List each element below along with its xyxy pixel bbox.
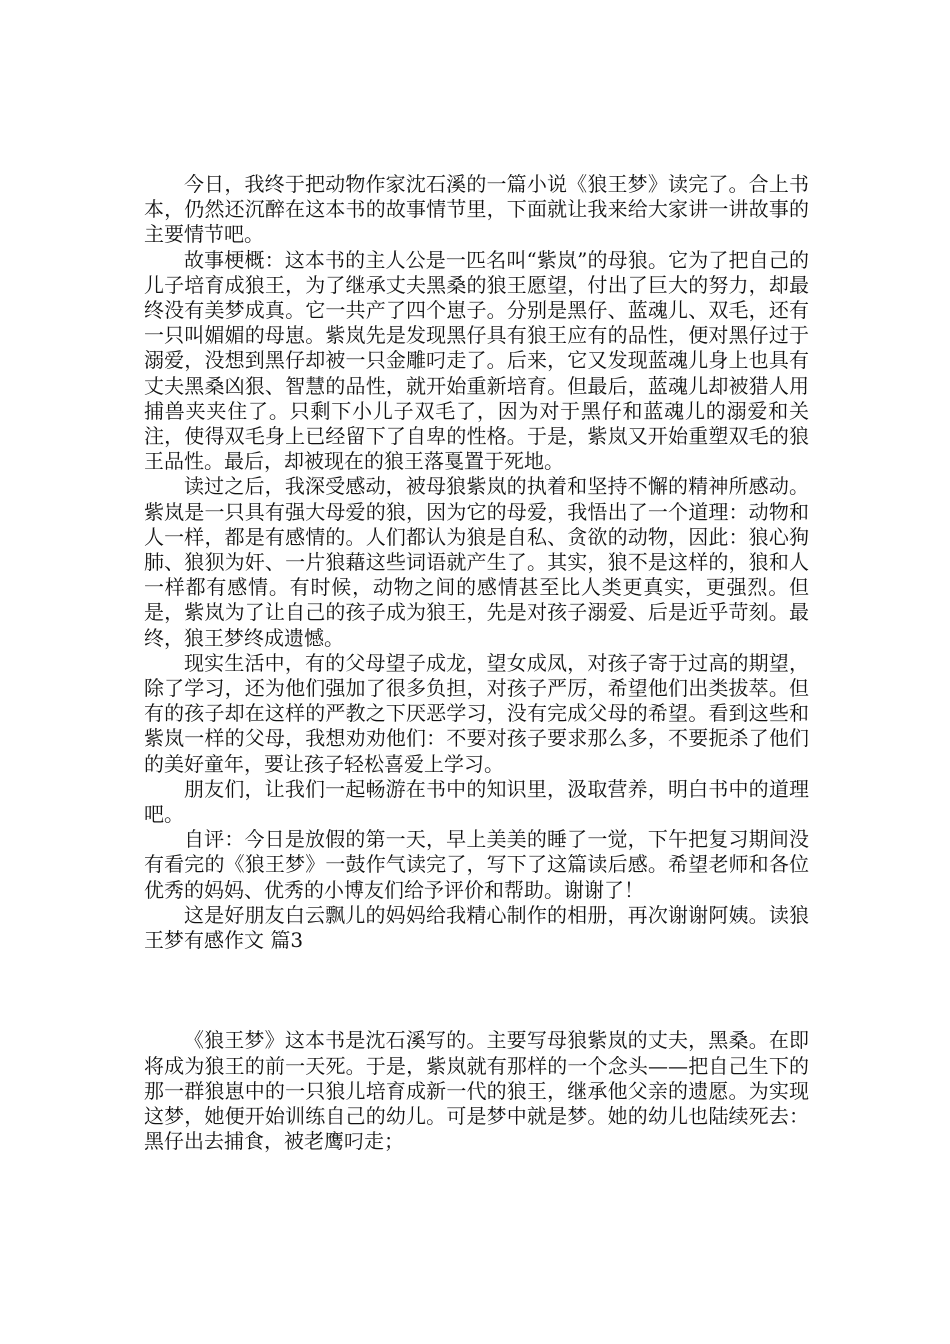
paragraph-essay-3-opening: 《狼王梦》这本书是沈石溪写的。主要写母狼紫岚的丈夫，黑桑。在即将成为狼王的前一天死。于是，紫岚就有那样的一个念头——把自己生下的那一群狼崽中的一只狼儿培育成新一代的狼王，继承他父亲的遗愿。为实现这梦，她便开始训练自己的幼儿。可是梦中就是梦。她的幼儿也陆续死去：黑仔出去捕食，被老鹰叼走； (144, 1028, 809, 1154)
paragraph-reflection: 读过之后，我深受感动，被母狼紫岚的执着和坚持不懈的精神所感动。紫岚是一只具有强大母爱的狼，因为它的母爱，我悟出了一个道理：动物和人一样，都是有感情的。人们都认为狼是自私、贪欲的动物，因此：狼心狗肺、狼狈为奸、一片狼藉这些词语就产生了。其实，狼不是这样的，狼和人一样都有感情。有时候，动物之间的感情甚至比人类更真实，更强烈。但是，紫岚为了让自己的孩子成为狼王，先是对孩子溺爱、后是近乎苛刻。最终，狼王梦终成遗憾。 (144, 474, 809, 650)
paragraph-friends: 朋友们，让我们一起畅游在书中的知识里，汲取营养，明白书中的道理吧。 (144, 776, 809, 827)
section-gap (144, 953, 809, 1028)
paragraph-album-thanks: 这是好朋友白云飘儿的妈妈给我精心制作的相册，再次谢谢阿姨。读狼王梦有感作文 篇3 (144, 902, 809, 953)
paragraph-self-review: 自评：今日是放假的第一天，早上美美的睡了一觉，下午把复习期间没有看完的《狼王梦》一鼓作气读完了，写下了这篇读后感。希望老师和各位优秀的妈妈、优秀的小博友们给予评价和帮助。谢谢了！ (144, 827, 809, 902)
document-page (144, 172, 809, 1154)
paragraph-real-life: 现实生活中，有的父母望子成龙，望女成凤，对孩子寄于过高的期望，除了学习，还为他们强加了很多负担，对孩子严厉，希望他们出类拔萃。但有的孩子却在这样的严教之下厌恶学习，没有完成父母的希望。看到这些和紫岚一样的父母，我想劝劝他们：不要对孩子要求那么多，不要扼杀了他们的美好童年，要让孩子轻松喜爱上学习。 (144, 650, 809, 776)
paragraph-intro: 今日，我终于把动物作家沈石溪的一篇小说《狼王梦》读完了。合上书本，仍然还沉醉在这本书的故事情节里，下面就让我来给大家讲一讲故事的主要情节吧。 (144, 172, 809, 247)
paragraph-synopsis: 故事梗概：这本书的主人公是一匹名叫“紫岚”的母狼。它为了把自己的儿子培育成狼王，为了继承丈夫黑桑的狼王愿望，付出了巨大的努力，却最终没有美梦成真。它一共产了四个崽子。分别是黑仔、蓝魂儿、双毛，还有一只叫媚媚的母崽。紫岚先是发现黑仔具有狼王应有的品性，便对黑仔过于溺爱，没想到黑仔却被一只金雕叼走了。后来，它又发现蓝魂儿身上也具有丈夫黑桑凶狠、智慧的品性，就开始重新培育。但最后，蓝魂儿却被猎人用捕兽夹夹住了。只剩下小儿子双毛了，因为对于黑仔和蓝魂儿的溺爱和关注，使得双毛身上已经留下了自卑的性格。于是，紫岚又开始重塑双毛的狼王品性。最后，却被现在的狼王落戛置于死地。 (144, 247, 809, 474)
